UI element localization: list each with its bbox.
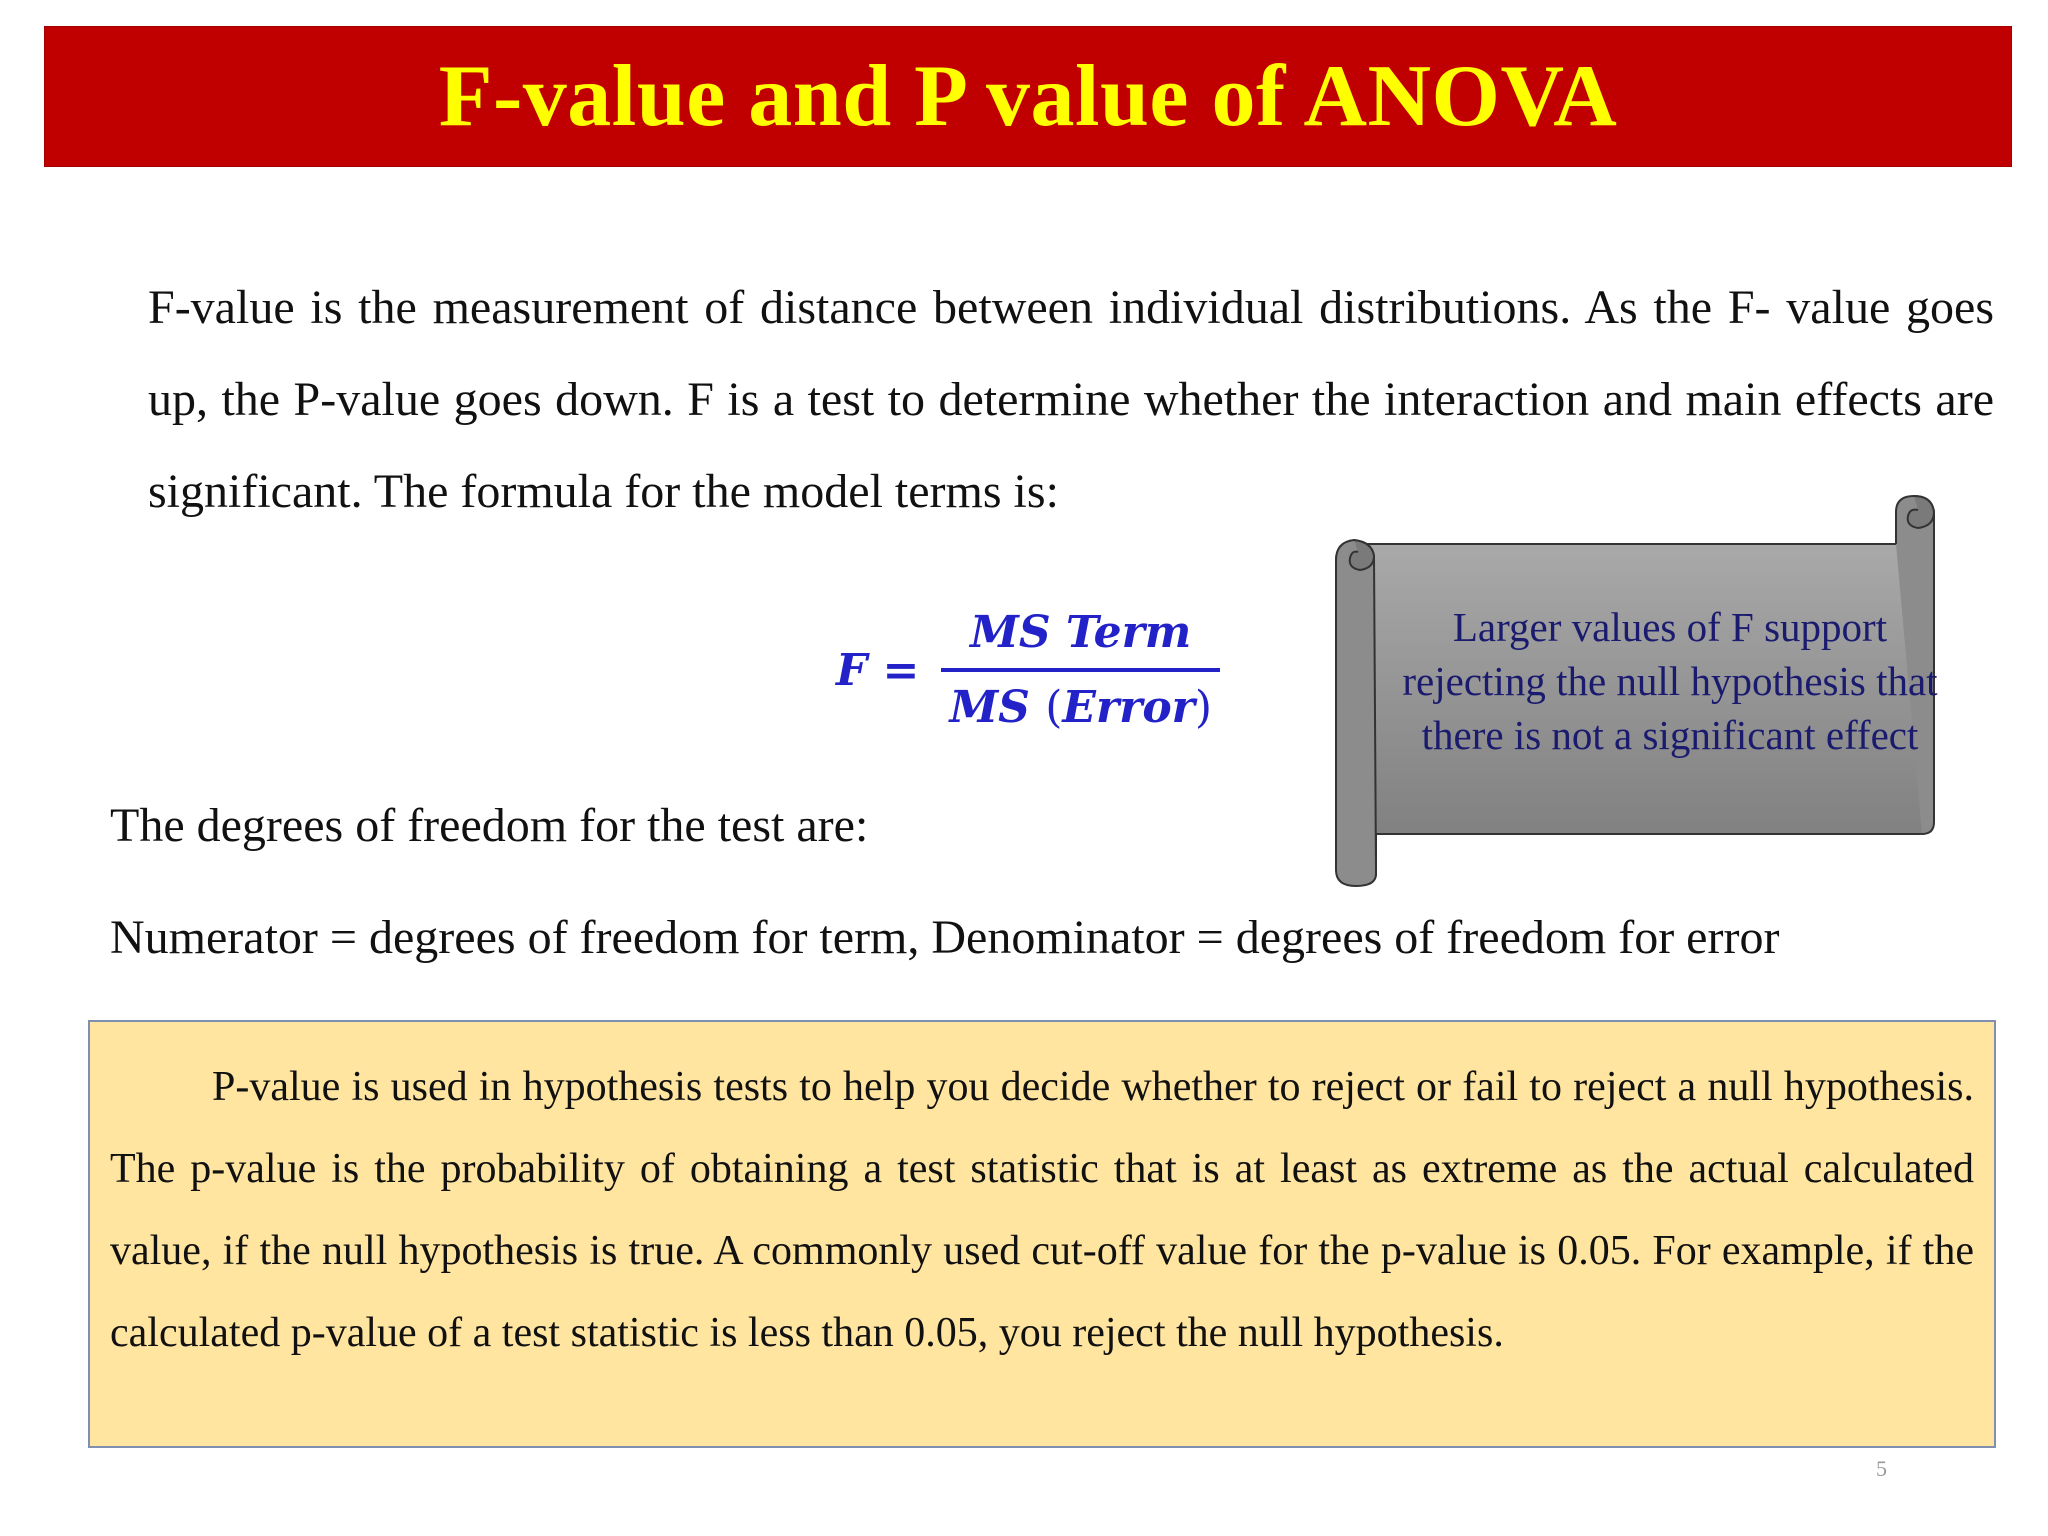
scroll-note: Larger values of F support rejecting the null hypothesis that there is not a significant effect bbox=[1402, 604, 1938, 758]
f-value-description: F-value is the measurement of distance between individual distributions. As the F- value goes up, the P-value goes down. F is a test to determine whether the interaction and main effects are significant. The formula for the model terms is: bbox=[148, 281, 1994, 518]
denominator-error: Error bbox=[1062, 682, 1195, 733]
formula-lhs: F = bbox=[836, 644, 920, 696]
formula-numerator: MS Term bbox=[970, 607, 1192, 658]
scroll-callout bbox=[1328, 492, 1968, 888]
denominator-ms: MS bbox=[949, 682, 1030, 733]
paren-open: ( bbox=[1045, 682, 1063, 733]
formula-fraction bbox=[941, 607, 1220, 733]
paren-close: ) bbox=[1194, 682, 1213, 733]
f-formula bbox=[836, 590, 1220, 750]
df-heading: The degrees of freedom for the test are: bbox=[110, 799, 869, 852]
page-number: 5 bbox=[1876, 1456, 1887, 1481]
df-definition: Numerator = degrees of freedom for term, Denominator = degrees of freedom for error bbox=[110, 911, 1780, 964]
title-banner bbox=[44, 26, 2012, 167]
p-value-box bbox=[88, 1020, 1996, 1448]
formula-denominator bbox=[941, 672, 1220, 733]
slide-title: F-value and P value of ANOVA bbox=[438, 47, 1618, 145]
p-value-description: P-value is used in hypothesis tests to help you decide whether to reject or fail to reject a null hypothesis. The p-value is the probability of obtaining a test statistic that is at least as extreme as the actual calculated value, if the null hypothesis is true. A commonly used cut-off value for the p-value is 0.05. For example, if the calculated p-value of a test statistic is less than 0.05, you reject the null hypothesis. bbox=[110, 1064, 1974, 1356]
